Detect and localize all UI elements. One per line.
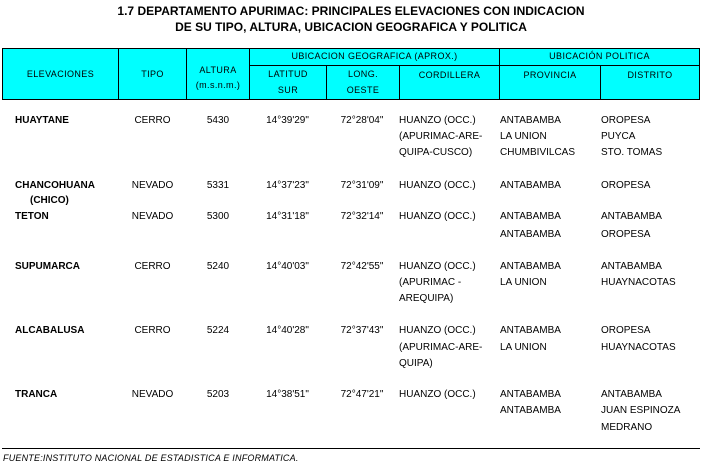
- header-elevaciones: ELEVACIONES: [2, 48, 119, 100]
- header-altura: [186, 48, 250, 100]
- row-cordillera: (APURIMAC -: [399, 277, 462, 288]
- footer-divider: [2, 448, 700, 449]
- row-latitud: 14°40'28": [266, 325, 309, 336]
- row-cordillera: (APURIMAC-ARE-: [399, 131, 483, 142]
- row-altura: 5331: [206, 180, 230, 191]
- row-distrito: JUAN ESPINOZA: [601, 405, 681, 416]
- row-latitud: 14°37'23": [266, 180, 309, 191]
- row-tipo: CERRO: [134, 115, 171, 126]
- row-provincia: ANTABAMBA: [500, 211, 561, 222]
- header-distrito: DISTRITO: [600, 65, 700, 100]
- row-distrito: OROPESA: [601, 180, 651, 191]
- row-longitud: 72°37'43": [340, 325, 384, 336]
- row-name: HUAYTANE: [15, 115, 69, 126]
- row-provincia: LA UNION: [500, 342, 547, 353]
- header-longitud: [326, 65, 400, 100]
- header-provincia: PROVINCIA: [499, 65, 601, 100]
- table-title-line2: DE SU TIPO, ALTURA, UBICACION GEOGRAFICA Y POLITICA: [175, 20, 527, 34]
- row-cordillera: QUIPA-CUSCO): [399, 147, 473, 158]
- row-latitud: 14°39'29": [266, 115, 309, 126]
- row-latitud: 14°38'51": [266, 389, 309, 400]
- header-ubicacion-geografica: UBICACION GEOGRAFICA (APROX.): [249, 48, 500, 66]
- header-longitud-sub: OESTE: [346, 85, 380, 95]
- row-name: CHANCOHUANA: [15, 180, 95, 191]
- row-cordillera: QUIPA): [399, 358, 433, 369]
- row-tipo: NEVADO: [131, 211, 174, 222]
- row-longitud: 72°32'14": [340, 211, 384, 222]
- row-cordillera: HUANZO (OCC.): [399, 115, 476, 126]
- row-name: ALCABALUSA: [15, 325, 85, 336]
- header-longitud-label: LONG.: [347, 69, 378, 79]
- row-distrito: OROPESA: [601, 229, 651, 240]
- row-longitud: 72°47'21": [340, 389, 384, 400]
- row-provincia: ANTABAMBA: [500, 229, 561, 240]
- row-distrito: PUYCA: [601, 131, 636, 142]
- row-altura: 5300: [206, 211, 230, 222]
- row-name: TRANCA: [15, 389, 58, 400]
- row-distrito: HUAYNACOTAS: [601, 277, 676, 288]
- row-name: TETON: [15, 211, 49, 222]
- row-provincia: ANTABAMBA: [500, 261, 561, 272]
- row-provincia: LA UNION: [500, 131, 547, 142]
- row-cordillera: AREQUIPA): [399, 293, 454, 304]
- row-cordillera: HUANZO (OCC.): [399, 325, 476, 336]
- row-name-sub: (CHICO): [30, 195, 69, 206]
- row-distrito: OROPESA: [601, 325, 651, 336]
- row-tipo: CERRO: [134, 325, 171, 336]
- row-cordillera: HUANZO (OCC.): [399, 180, 476, 191]
- row-name: SUPUMARCA: [15, 261, 80, 272]
- row-longitud: 72°42'55": [340, 261, 384, 272]
- row-altura: 5240: [206, 261, 230, 272]
- row-distrito: ANTABAMBA: [601, 211, 662, 222]
- header-altura-unit: (m.s.n.m.): [195, 80, 241, 90]
- row-tipo: NEVADO: [131, 389, 174, 400]
- row-distrito: OROPESA: [601, 115, 651, 126]
- header-altura-label: ALTURA: [199, 65, 237, 75]
- row-distrito: STO. TOMAS: [601, 147, 663, 158]
- row-altura: 5224: [206, 325, 230, 336]
- row-altura: 5430: [206, 115, 230, 126]
- header-ubicacion-politica: UBICACIÓN POLITICA: [499, 48, 700, 66]
- header-latitud: [249, 65, 327, 100]
- row-altura: 5203: [206, 389, 230, 400]
- row-latitud: 14°40'03": [266, 261, 309, 272]
- row-latitud: 14°31'18": [266, 211, 309, 222]
- row-provincia: ANTABAMBA: [500, 115, 561, 126]
- header-latitud-label: LATITUD: [268, 69, 308, 79]
- row-cordillera: HUANZO (OCC.): [399, 389, 476, 400]
- header-cordillera: CORDILLERA: [399, 65, 500, 100]
- header-latitud-sub: SUR: [277, 85, 299, 95]
- row-provincia: ANTABAMBA: [500, 325, 561, 336]
- row-cordillera: (APURIMAC-ARE-: [399, 342, 483, 353]
- header-tipo: TIPO: [118, 48, 187, 100]
- row-provincia: ANTABAMBA: [500, 180, 561, 191]
- row-distrito: MEDRANO: [601, 422, 653, 433]
- table-title-line1: 1.7 DEPARTAMENTO APURIMAC: PRINCIPALES ELEVACIONES CON INDICACION: [117, 4, 585, 18]
- row-longitud: 72°28'04": [340, 115, 384, 126]
- row-provincia: ANTABAMBA: [500, 405, 561, 416]
- row-distrito: ANTABAMBA: [601, 389, 662, 400]
- row-provincia: ANTABAMBA: [500, 389, 561, 400]
- row-tipo: CERRO: [134, 261, 171, 272]
- row-longitud: 72°31'09": [340, 180, 384, 191]
- row-distrito: ANTABAMBA: [601, 261, 662, 272]
- row-provincia: CHUMBIVILCAS: [500, 147, 576, 158]
- row-cordillera: HUANZO (OCC.): [399, 261, 476, 272]
- row-provincia: LA UNION: [500, 277, 547, 288]
- row-distrito: HUAYNACOTAS: [601, 342, 676, 353]
- row-tipo: NEVADO: [131, 180, 174, 191]
- source-footnote: FUENTE:INSTITUTO NACIONAL DE ESTADISTICA E INFORMATICA.: [3, 453, 299, 463]
- row-cordillera: HUANZO (OCC.): [399, 211, 476, 222]
